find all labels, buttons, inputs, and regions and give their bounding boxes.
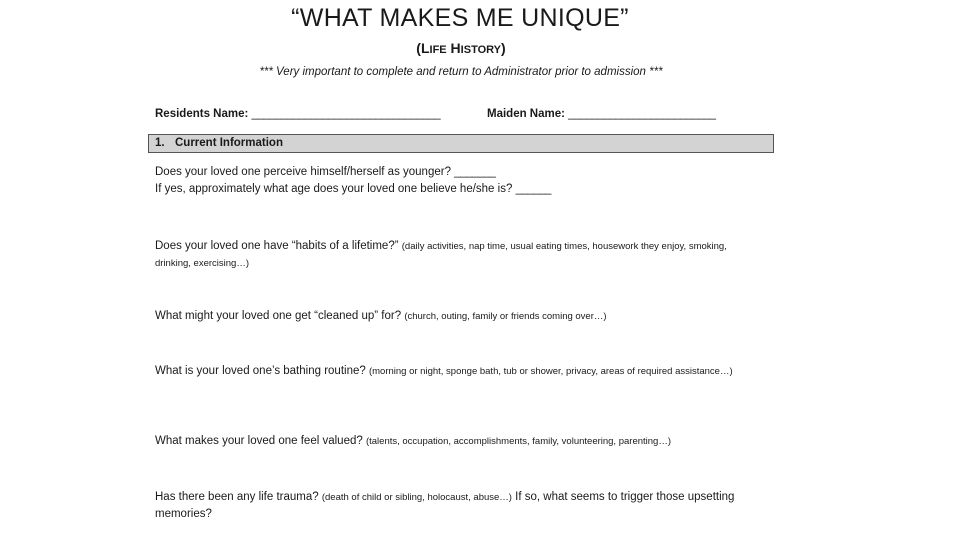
maiden-name-label: Maiden Name: (487, 108, 565, 120)
question-perceive-younger (155, 164, 755, 198)
section-number: 1. (155, 137, 165, 149)
question-text: Has there been any life trauma? (155, 491, 319, 503)
question-text: What is your loved one’s bathing routine? (155, 365, 366, 377)
document-subtitle (0, 40, 922, 56)
section-title: Current Information (175, 137, 283, 149)
section-header-current-information (148, 134, 774, 153)
question-text: Does your loved one have “habits of a lifetime?” (155, 240, 399, 252)
answer-blank[interactable]: ______ (515, 183, 551, 195)
question-cleaned-up (155, 308, 755, 325)
document-title: “WHAT MAKES ME UNIQUE” (291, 4, 629, 32)
residents-name-blank[interactable]: ________________________________ (251, 108, 441, 120)
residents-name-field[interactable] (155, 108, 440, 120)
subtitle-l-rest: IFE (429, 44, 447, 56)
subtitle-h-initial: H (450, 40, 461, 56)
answer-blank[interactable]: _______ (454, 166, 496, 178)
maiden-name-field[interactable] (487, 108, 716, 120)
question-feel-valued (155, 433, 755, 450)
question-text: If yes, approximately what age does your loved one believe he/she is? (155, 183, 513, 195)
question-text: What might your loved one get “cleaned up” for? (155, 310, 402, 322)
question-habits (155, 238, 755, 272)
question-hint: (morning or night, sponge bath, tub or shower, privacy, areas of required assistance…) (368, 366, 733, 377)
admission-notice: *** Very important to complete and return to Administrator prior to admission *** (259, 66, 663, 78)
question-life-trauma (155, 489, 755, 523)
question-line (155, 164, 755, 181)
question-text: What makes your loved one feel valued? (155, 435, 363, 447)
question-hint: (talents, occupation, accomplishments, family, volunteering, parenting…) (365, 436, 671, 447)
subtitle-open: ( (416, 40, 421, 56)
subtitle-h-rest: ISTORY (460, 44, 502, 56)
question-text: Does your loved one perceive himself/herself as younger? (155, 166, 451, 178)
maiden-name-blank[interactable]: _________________________ (568, 108, 716, 120)
residents-name-label: Residents Name: (155, 108, 249, 120)
subtitle-l-initial: L (420, 40, 430, 56)
question-hint: (daily activities, nap time, usual eating times, housework they enjoy, smoking, drinking, exercising…) (155, 241, 727, 269)
question-line (155, 181, 755, 198)
question-text-continued: If so, what seems to trigger those upsetting memories? (155, 491, 735, 520)
question-hint: (death of child or sibling, holocaust, abuse…) (321, 492, 512, 503)
question-bathing-routine (155, 363, 755, 380)
question-hint: (church, outing, family or friends coming over…) (404, 311, 607, 322)
subtitle-close: ) (501, 40, 506, 56)
